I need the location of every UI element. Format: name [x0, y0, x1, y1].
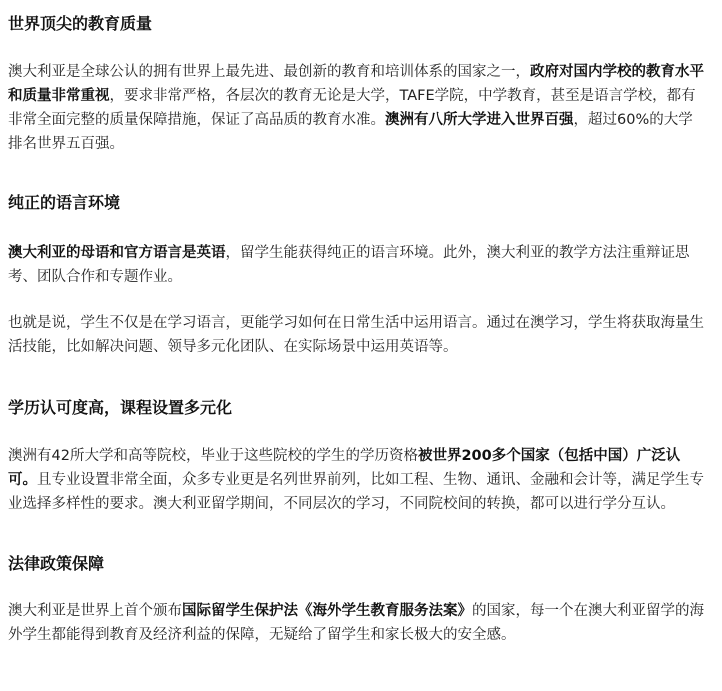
text-run: ，要求非常严格，各层次的教育无论是大学，TAFE学院，中学教育，甚至是语言学校，都有非常全面完整的质量保障措施，保证了高品质的教育水准。 [8, 88, 696, 128]
section-degree-recognition [8, 396, 704, 516]
paragraph [8, 60, 704, 156]
paragraph [8, 599, 704, 647]
section-language-environment [8, 191, 704, 359]
paragraph [8, 311, 704, 359]
text-run: 的国家，每一个在澳大利亚留学的海外学生都能得到教育及经济利益的保障，无疑给了留学生和家长极大的安全感。 [8, 603, 704, 643]
text-run: ，超过60%的大学排名世界五百强。 [8, 112, 693, 152]
text-run: 也就是说，学生不仅是在学习语言，更能学习如何在日常生活中运用语言。通过在澳学习，学生将获取海量生活技能，比如解决问题、领导多元化团队、在实际场景中运用英语等。 [8, 315, 704, 355]
text-run: 且专业设置非常全面，众多专业更是名列世界前列，比如工程、生物、通讯、金融和会计等，满足学生专业选择多样性的要求。澳大利亚留学期间，不同层次的学习，不同院校间的转换，都可以进行学分互认。 [8, 472, 704, 512]
section-title: 纯正的语言环境 [8, 193, 121, 212]
section-title: 世界顶尖的教育质量 [8, 14, 153, 33]
section-title: 法律政策保障 [8, 554, 105, 573]
bold-text-run: 澳大利亚的母语和官方语言是英语 [8, 245, 226, 261]
text-run: 澳洲有42所大学和高等院校，毕业于这些院校的学生的学历资格 [8, 448, 418, 464]
text-run: ，留学生能获得纯正的语言环境。此外，澳大利亚的教学方法注重辩证思考、团队合作和专题作业。 [8, 245, 690, 285]
bold-text-run: 澳洲有八所大学进入世界百强 [385, 112, 574, 128]
bold-text-run: 政府对国内学校的教育水平和质量非常重视 [8, 64, 704, 104]
paragraph [8, 444, 704, 516]
section-education-quality [8, 0, 704, 156]
bold-text-run: 被世界200多个国家（包括中国）广泛认可。 [8, 448, 681, 488]
bold-text-run: 国际留学生保护法《海外学生教育服务法案》 [182, 603, 472, 619]
section-title: 学历认可度高，课程设置多元化 [8, 398, 233, 417]
section-legal-protection [8, 552, 704, 647]
paragraph [8, 241, 704, 289]
text-run: 澳大利亚是全球公认的拥有世界上最先进、最创新的教育和培训体系的国家之一， [8, 64, 530, 80]
text-run: 澳大利亚是世界上首个颁布 [8, 603, 182, 619]
